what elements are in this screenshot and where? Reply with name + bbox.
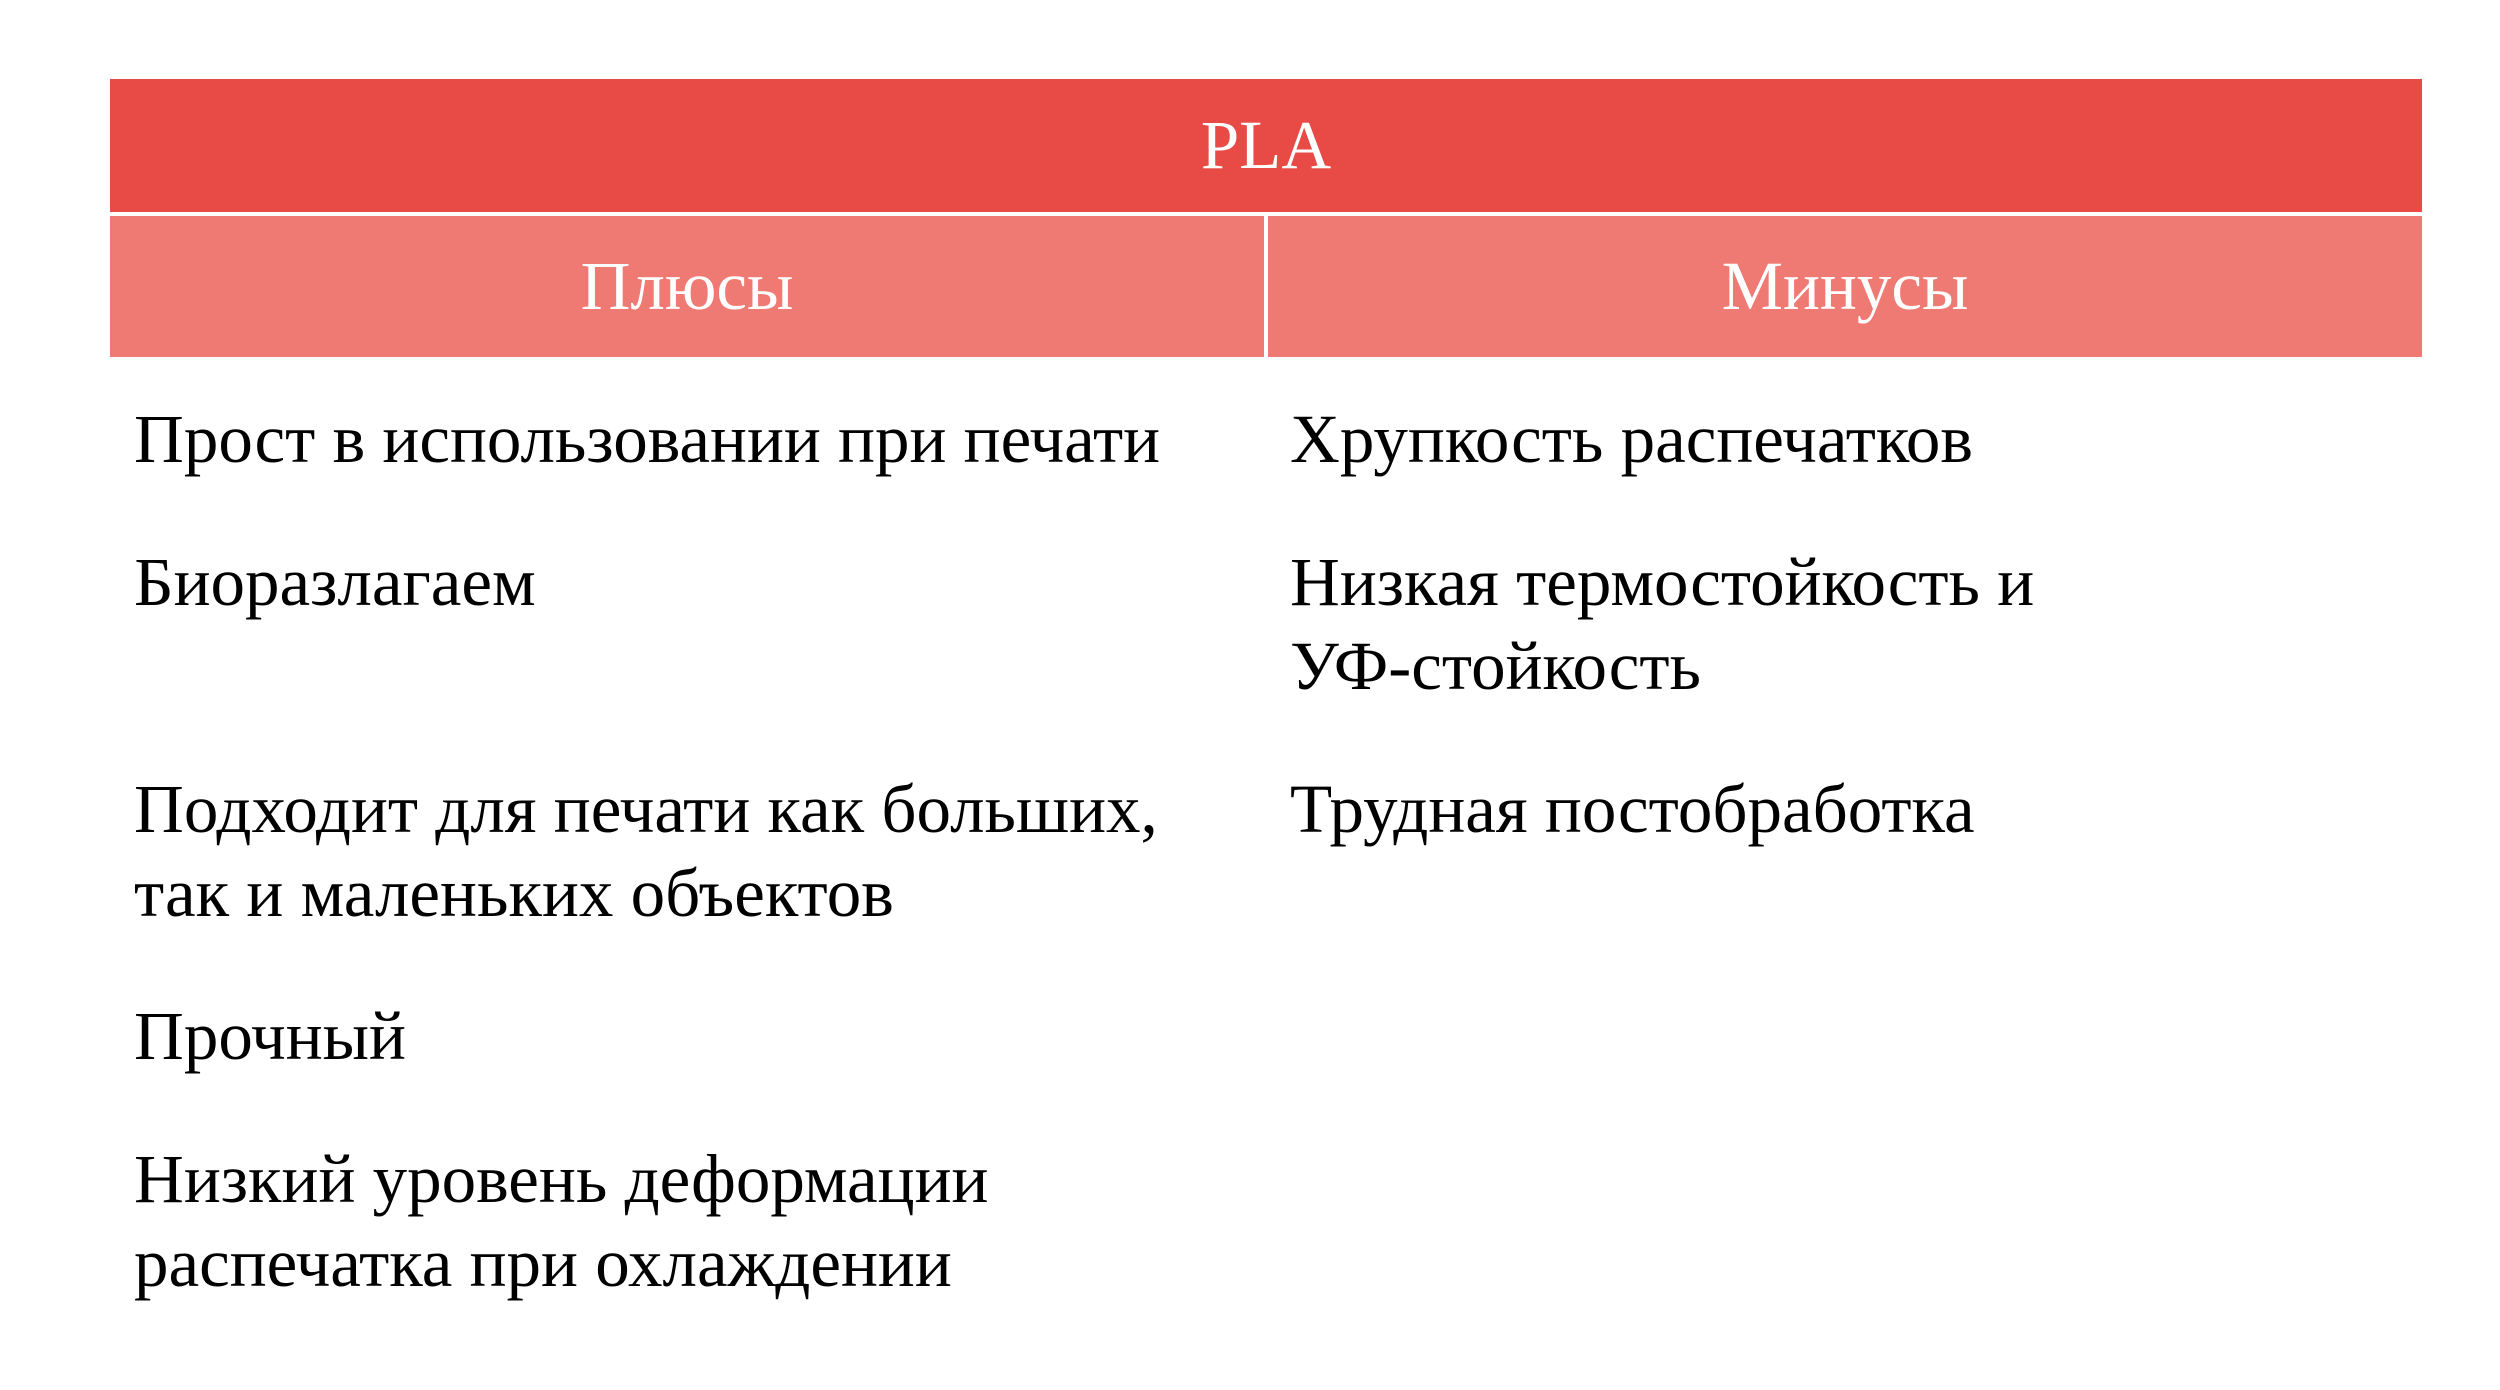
cons-column [1266, 357, 2422, 1364]
pros-cons-table [110, 79, 2422, 1364]
cons-header-label: Минусы [1721, 248, 1969, 324]
table-title-row [110, 79, 2422, 216]
table-title: PLA [1200, 107, 1332, 183]
pros-header-label: Плюсы [580, 248, 794, 324]
pros-item: Подходит для печати как больших, так и маленьких объектов [134, 771, 1158, 931]
pros-item: Прочный [134, 998, 406, 1074]
cons-item: Низкая термостойкость и УФ-стойкость [1290, 544, 2035, 704]
cons-item: Трудная постобработка [1290, 771, 1975, 847]
cons-header [1268, 216, 2422, 357]
table-header-row [110, 216, 2422, 357]
pros-column [110, 357, 1266, 1364]
pros-header [110, 216, 1268, 357]
pros-item: Биоразлагаем [134, 544, 536, 620]
table-body [110, 357, 2422, 1364]
pros-item: Прост в использовании при печати [134, 401, 1161, 477]
pros-item: Низкий уровень деформации распечатка при охлаждении [134, 1141, 989, 1301]
cons-item: Хрупкость распечатков [1290, 401, 1973, 477]
